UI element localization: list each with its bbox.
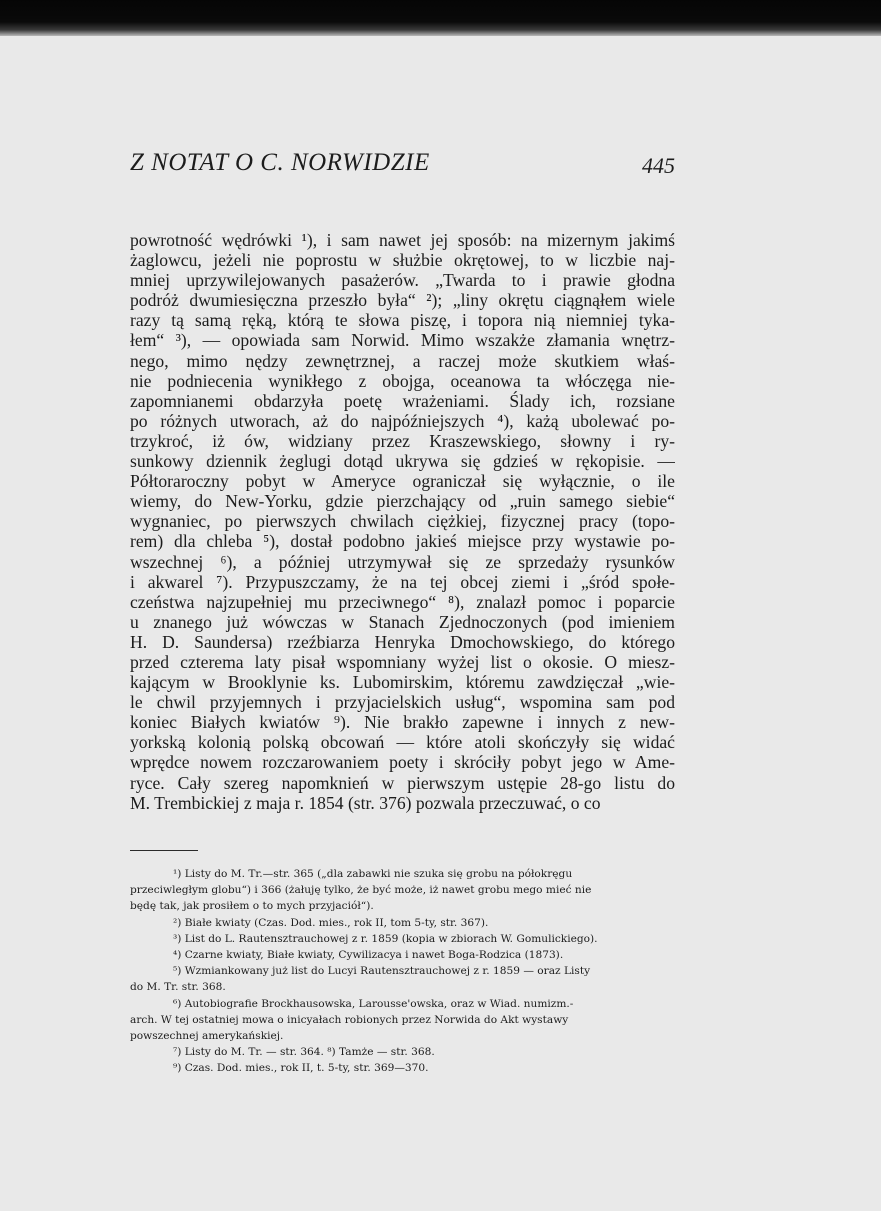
- text-line: rem) dla chleba ⁵), dostał podobno jakieś miejsce przy wystawie po-: [130, 531, 675, 552]
- footnotes: [130, 866, 670, 1076]
- text-line: nego, mimo nędzy zewnętrznej, a raczej może skutkiem właś-: [130, 350, 675, 371]
- footnote-line: ⁷) Listy do M. Tr. — str. 364. ⁸) Tamże — str. 368.: [173, 1046, 435, 1059]
- text-line: wygnaniec, po pierwszych chwilach ciężkiej, fizycznej pracy (topo-: [130, 511, 675, 532]
- footnote-line: powszechnej amerykańskiej.: [130, 1029, 284, 1042]
- text-line: podróż dwumiesięczna przeszło była“ ²); „liny okrętu ciągnąłem wiele: [130, 290, 675, 311]
- text-line: mniej uprzywilejowanych pasażerów. „Twarda to i prawie głodna: [130, 270, 675, 291]
- text-line: kającym w Brooklynie ks. Lubomirskim, któremu zawdzięczał „wie-: [130, 672, 675, 693]
- footnote-rule: [130, 850, 198, 851]
- footnote-line: ²) Białe kwiaty (Czas. Dod. mies., rok II, tom 5-ty, str. 367).: [173, 916, 489, 929]
- text-line: łem“ ³), — opowiada sam Norwid. Mimo wszakże złamania wnętrz-: [130, 330, 675, 351]
- text-line: nie podniecenia wynikłego z obojga, oceanowa ta włóczęga nie-: [130, 370, 675, 391]
- text-line: H. D. Saundersa) rzeźbiarza Henryka Dmochowskiego, do którego: [130, 631, 675, 652]
- footnote-line: ⁵) Wzmiankowany już list do Lucyi Rautensztrauchowej z r. 1859 — oraz Listy: [173, 965, 591, 978]
- footnote-line: przeciwległym globu“) i 366 (żałuję tylko, że być może, iż nawet grobu mego mieć nie: [130, 884, 592, 897]
- footnote-line: ⁹) Czas. Dod. mies., rok II, t. 5-ty, str. 369—370.: [173, 1062, 429, 1075]
- text-line: i akwarel ⁷). Przypuszczamy, że na tej obcej ziemi i „śród społe-: [130, 571, 675, 592]
- page-number: 445: [642, 153, 675, 178]
- text-line: przed czterema laty pisał wspomniany wyżej list o okosie. O miesz-: [130, 651, 675, 672]
- running-head: [130, 145, 675, 181]
- text-line: le chwil przyjemnych i przyjacielskich usług“, wspomina sam pod: [130, 692, 675, 713]
- footnote-line: arch. W tej ostatniej mowa o inicyałach robionych przez Norwida do Akt wystawy: [130, 1013, 569, 1026]
- body-text: [130, 230, 675, 813]
- text-line: powrotność wędrówki ¹), i sam nawet jej sposób: na mizernym jakimś: [130, 230, 675, 250]
- text-line: u znanego już wówczas w Stanach Zjednoczonych (pod imieniem: [130, 611, 675, 632]
- footnote-line: do M. Tr. str. 368.: [130, 981, 226, 994]
- text-line: wiemy, do New-Yorku, gdzie pierzchający od „ruin samego siebie“: [130, 491, 675, 512]
- text-line: sunkowy dziennik żeglugi dotąd ukrywa się gdzieś w rękopisie. —: [130, 451, 675, 472]
- footnote-line: ⁴) Czarne kwiaty, Białe kwiaty, Cywilizacya i nawet Boga-Rodzica (1873).: [173, 948, 564, 961]
- text-line: razy tą samą ręką, którą te słowa piszę, i topora nią niemniej tyka-: [130, 310, 675, 331]
- text-line: koniec Białych kwiatów ⁹). Nie brakło zapewne i innych z new-: [130, 712, 675, 733]
- text-line: trzykroć, iż ów, widziany przez Kraszewskiego, słowny i ry-: [130, 430, 675, 451]
- text-line: żaglowcu, jeżeli nie poprostu w służbie okrętowej, to w liczbie naj-: [130, 250, 675, 271]
- text-line: yorkską kolonią polską obcowań — które atoli skończyły się widać: [130, 732, 675, 753]
- scan-top-edge: [0, 0, 881, 36]
- text-line: czeństwa najzupełniej mu przeciwnego“ ⁸), znalazł pomoc i poparcie: [130, 591, 675, 612]
- text-line: M. Trembickiej z maja r. 1854 (str. 376) pozwala przeczuwać, o co: [130, 792, 601, 813]
- footnote-line: ⁶) Autobiografie Brockhausowska, Larousse'owska, oraz w Wiad. numizm.-: [173, 997, 574, 1010]
- text-line: Półtoraroczny pobyt w Ameryce ograniczał się wyłącznie, o ile: [130, 471, 675, 492]
- text-line: wprędce nowem rozczarowaniem poety i skróciły pobyt jego w Ame-: [130, 752, 675, 773]
- text-line: zapomnianemi obdarzyła poetę wrażeniami. Ślady ich, rozsiane: [130, 390, 675, 411]
- footnote-line: ³) List do L. Rautensztrauchowej z r. 1859 (kopia w zbiorach W. Gomulickiego).: [173, 932, 598, 945]
- running-head-title: Z NOTAT O C. NORWIDZIE: [130, 149, 430, 176]
- footnote-line: będę tak, jak prosiłem o to mych przyjaciół“).: [130, 900, 374, 913]
- text-line: wszechnej ⁶), a później utrzymywał się ze sprzedaży rysunków: [130, 551, 675, 572]
- text-line: ryce. Cały szereg napomknień w pierwszym ustępie 28-go listu do: [130, 772, 675, 793]
- text-line: po różnych utworach, aż do najpóźniejszych ⁴), każą ubolewać po-: [130, 410, 675, 431]
- footnote-line: ¹) Listy do M. Tr.—str. 365 („dla zabawki nie szuka się grobu na półokręgu: [173, 868, 573, 880]
